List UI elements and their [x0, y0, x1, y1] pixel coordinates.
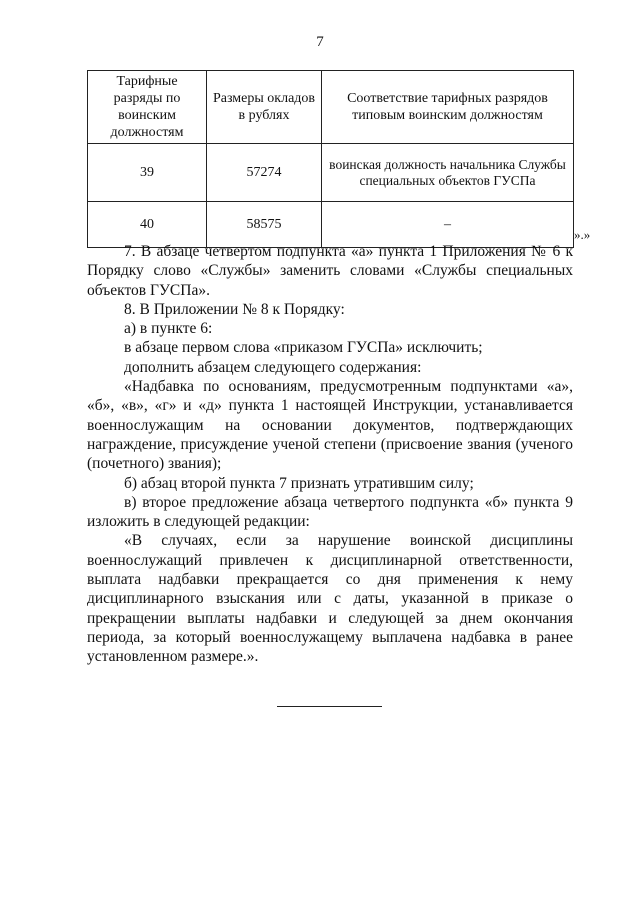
paragraph-subitem-a: а) в пункте 6: — [124, 320, 213, 338]
paragraph-subitem-v: в) второе предложение абзаца четвертого подпункта «б» пункта 9 изложить в следующей редакции: — [87, 493, 573, 531]
header-tariff-grades: Тарифные разряды по воинским должностям — [88, 71, 207, 144]
paragraph-subitem-b: б) абзац второй пункта 7 признать утратившим силу; — [124, 474, 474, 492]
document-body — [87, 242, 573, 667]
cell-position — [322, 144, 574, 202]
page-number: 7 — [316, 34, 324, 50]
paragraph-quote-discipline: «В случаях, если за нарушение воинской дисциплины военнослужащий привлечен к дисциплинарной ответственности, выплата надбавки прекращается со дня применения к нему дисциплинарного взыскания или с даты, указанной в приказе о прекращении выплаты надбавки и следующей за днем окончания периода, за который военнослужащему выплачена надбавка в ранее установленном размере.». — [87, 532, 573, 666]
cell-grade: 39 — [88, 144, 207, 202]
end-divider — [277, 706, 382, 707]
table-row — [88, 144, 574, 202]
tariff-table — [87, 70, 574, 248]
header-salary-amount: Размеры окладов в рублях — [207, 71, 322, 144]
cell-salary: 58575 — [207, 202, 322, 248]
cell-position-text: воинская должность начальника Службы специальных объектов ГУСПа — [329, 156, 566, 188]
paragraph-first-abzac: в абзаце первом слова «приказом ГУСПа» исключить; — [124, 339, 483, 357]
table-header-row — [88, 71, 574, 144]
cell-grade: 40 — [88, 202, 207, 248]
cell-salary: 57274 — [207, 144, 322, 202]
paragraph-item-8: 8. В Приложении № 8 к Порядку: — [124, 300, 345, 318]
header-position-correspondence: Соответствие тарифных разрядов типовым воинским должностям — [322, 71, 574, 144]
table-closing-quote: ».» — [574, 227, 591, 242]
table-row — [88, 202, 574, 248]
paragraph-quote-allowance: «Надбавка по основаниям, предусмотренным подпунктами «а», «б», «в», «г» и «д» пункта 1 настоящей Инструкции, устанавливается военнослужащим на основании документов, подтверждающих награждение, присуждение ученой степени (присвоение звания (ученого (почетного) звания); — [87, 378, 573, 473]
cell-position: – — [322, 202, 574, 248]
paragraph-item-7: 7. В абзаце четвертом подпункта «а» пункта 1 Приложения № 6 к Порядку слово «Службы» заменить словами «Службы специальных объектов ГУСПа». — [87, 243, 573, 299]
paragraph-supplement: дополнить абзацем следующего содержания: — [124, 358, 422, 376]
